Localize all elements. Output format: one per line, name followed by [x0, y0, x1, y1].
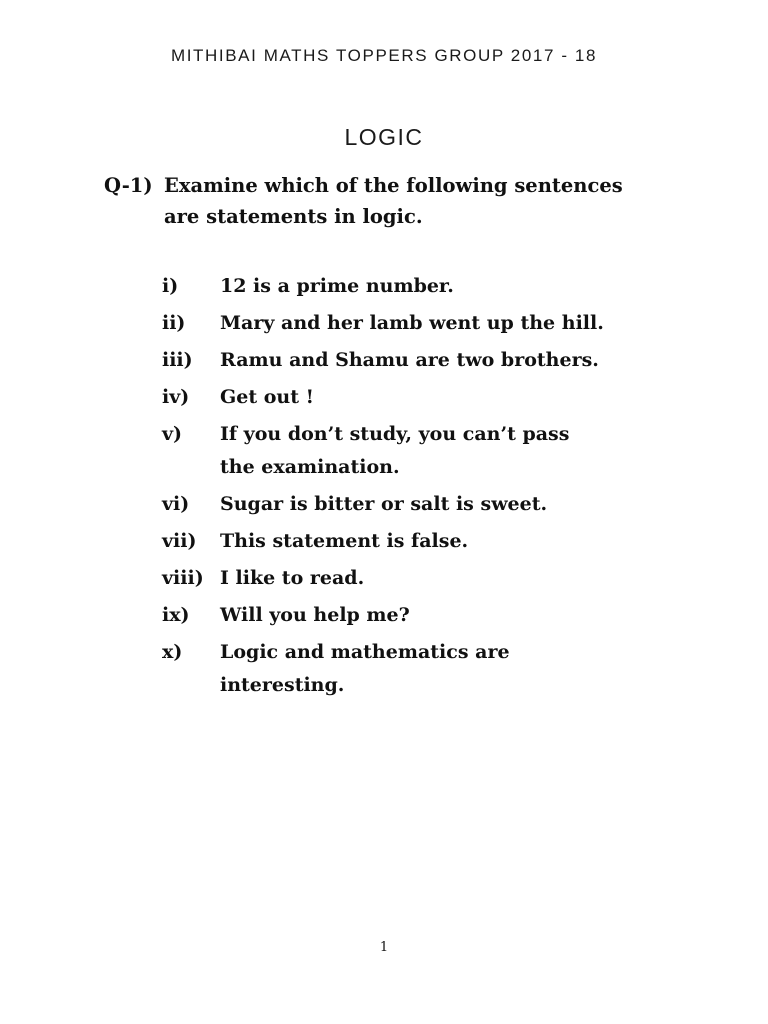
item-number: vi)	[162, 493, 190, 515]
list-item	[162, 488, 604, 521]
item-text: I like to read.	[220, 567, 365, 589]
list-item	[162, 344, 604, 377]
list-item	[162, 525, 604, 558]
item-text: Logic and mathematics are interesting.	[220, 641, 510, 696]
item-number: x)	[162, 641, 183, 663]
item-text: Get out !	[220, 386, 314, 408]
page-header: MITHIBAI MATHS TOPPERS GROUP 2017 - 18	[170, 46, 598, 65]
item-text: Will you help me?	[220, 604, 410, 626]
statement-list	[162, 270, 604, 706]
item-text: This statement is false.	[220, 530, 469, 552]
page-title: LOGIC	[344, 124, 424, 150]
item-text: Sugar is bitter or salt is sweet.	[220, 493, 548, 515]
list-item	[162, 562, 604, 595]
item-number: ix)	[162, 604, 190, 626]
page-number: 1	[379, 940, 389, 955]
item-number: ii)	[162, 312, 186, 334]
item-number: viii)	[162, 567, 204, 589]
list-item	[162, 636, 604, 702]
item-text: Ramu and Shamu are two brothers.	[220, 349, 599, 371]
item-number: vii)	[162, 530, 197, 552]
item-number: iii)	[162, 349, 193, 371]
question-label: Q-1)	[104, 174, 153, 197]
item-number: i)	[162, 275, 179, 297]
list-item	[162, 270, 604, 303]
list-item	[162, 307, 604, 340]
item-number: iv)	[162, 386, 190, 408]
question-text	[164, 170, 634, 232]
question-text-line-2: are statements in logic.	[164, 205, 423, 228]
item-text: If you don’t study, you can’t pass the examination.	[220, 423, 570, 478]
item-text: Mary and her lamb went up the hill.	[220, 312, 604, 334]
list-item	[162, 418, 604, 484]
item-number: v)	[162, 423, 183, 445]
item-text: 12 is a prime number.	[220, 275, 454, 297]
list-item	[162, 599, 604, 632]
question-text-line-1: Examine which of the following sentences	[164, 174, 623, 197]
list-item	[162, 381, 604, 414]
